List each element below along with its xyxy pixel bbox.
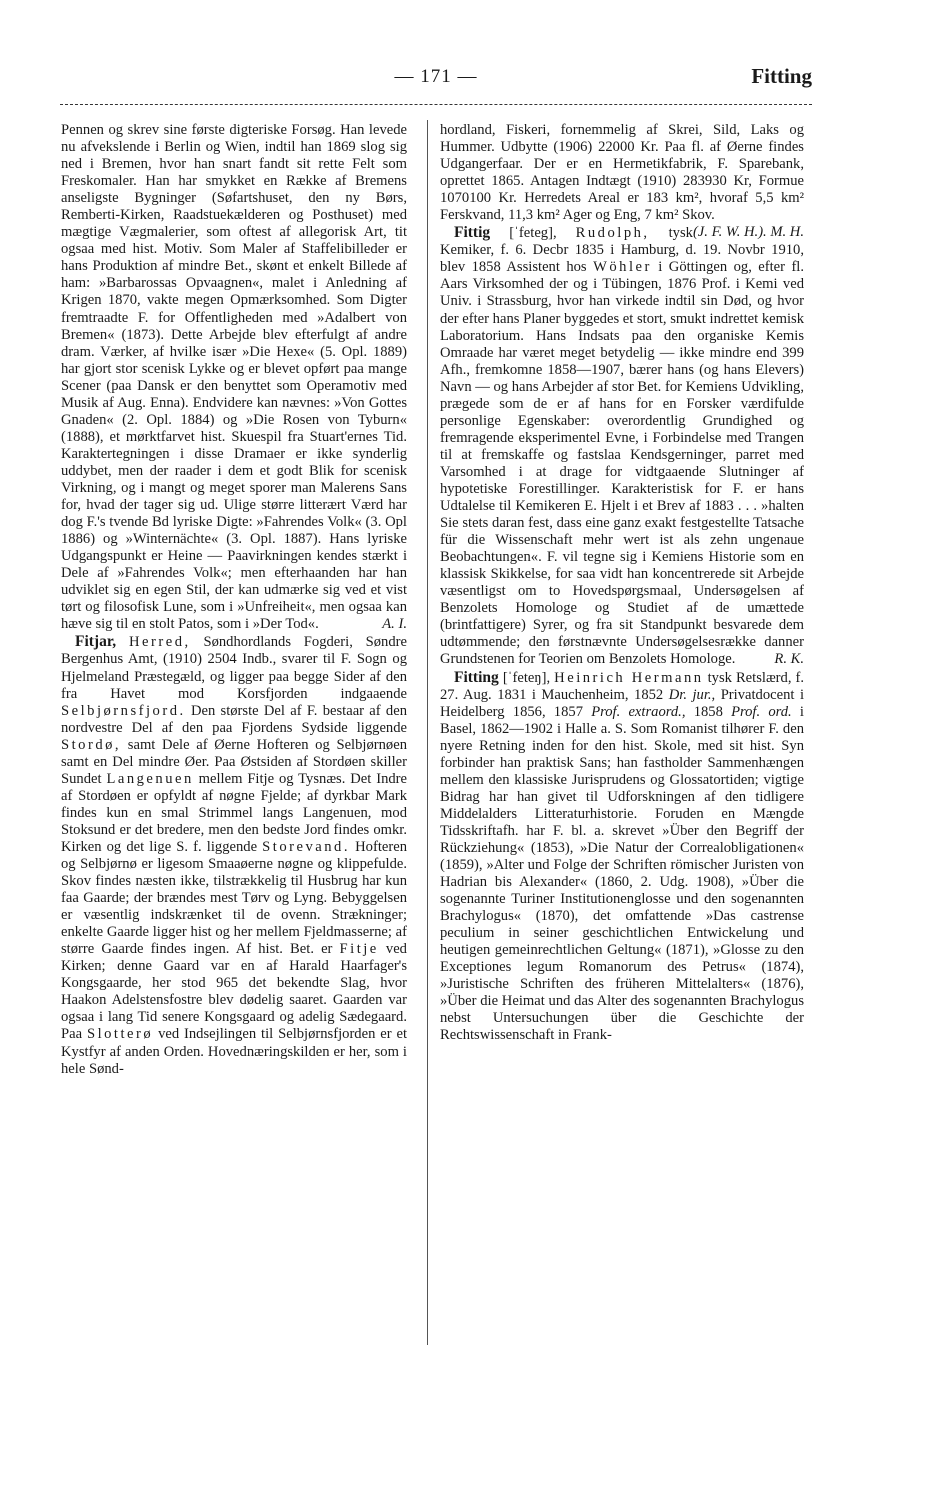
author-signature: (J. F. W. H.). M. H. <box>692 224 804 241</box>
entry-text: 1858 <box>693 703 723 720</box>
page-header <box>60 66 812 96</box>
continuation-text: hordland, Fiskeri, fornemmelig af Skrei, Sild, Laks og Hummer. Udbytte (1906) 22000 Kr. Paa fl. af Øerne findes Udgangerfaar. Der er en Hermetikfabrik, F. Sparebank, oprettet 1865. Antagen Indtægt (1910) 283930 Kr, Formue 1070100 Kr. Herredets Areal er 183 km², hvoraf 5,5 km² Ferskvand, 11,3 km² Ager og Eng, 7 km² Skov. <box>440 122 804 224</box>
entry-text: tysk Kemiker, f. 6. Decbr 1835 i Hamburg, d. 19. Novbr 1910, blev 1858 Assistent hos <box>440 225 804 276</box>
column-divider <box>427 120 428 1345</box>
degree-text: Prof. ord. <box>731 703 792 720</box>
entry-text: i Göttingen og, efter fl. Aars Virksomhed der og i Tübingen, 1876 Prof. i Kemi ved Univ. i Strassburg, hvor han virkede indtil sin Død, og hvor der efter hans Planer byggedes et stort, smukt indrettet kemisk Laboratorium. Hans Indsats paa den organiske Kemis Omraade har været meget betydelig — ikke mindre end 399 Afh., fremkomne 1858—1907, bærer hans (og hans Elevers) Navn — og hans Arbejder af stor Bet. for Kemiens Udvikling, prægede som de er af hans for en Forsker værdifulde personlige Egenskaber: overordentlig Grundighed og fremragende eksperimentel Evne, i Forbindelse med Trangen til at fremskaffe og fastslaa Kendsgerninger, parret med Varsomhed i at drage for vidtgaaende Slutninger af hypotetiske Forestillinger. Karakteristisk for F. er hans Udtalelse til Kemikeren E. Hjelt i et Brev af 1883 . . . »halten Sie stets daran fest, dass eine ganz exakt festgestellte Tatsache für die Wissenschaft mehr wert ist als zehn ungenaue Beobachtungen«. F. vil tegne sig i Kemiens Historie som en klassisk Skikkelse, for saa vidt han koncentrerede sit Arbejde væsentligst om to Hovedspørgsmaal, Undersøgelsen af Benzolets Homologe og Studiet af de umættede (brintfattigere) Syrer, og fra sit Standpunkt besvarede dem udtømmende; den førstnævnte Undersøgelsesrække danner Grundstenen for Teorien om Benzolets Homologe. <box>440 259 805 668</box>
entry-text: Privatdocent i Heidelberg 1856, 1857 <box>440 686 804 720</box>
entry-fitting <box>440 669 804 1045</box>
pronunciation: [ˈfeteŋ], <box>502 669 551 686</box>
article-continuation <box>61 122 407 633</box>
header-rule <box>60 104 812 105</box>
person-name: Wöhler <box>593 259 652 276</box>
page-number: — 171 — <box>394 66 478 87</box>
place-name: Fitje <box>339 941 379 958</box>
degree-text: Dr. jur., <box>668 686 716 703</box>
entry-text: i Basel, 1862—1902 i Halle a. S. Som Romanist tilhører F. den nyere Retning inden for den hist. Skole, med sit hist. Syn forbinder han praktisk Sans; han fastholder Sammenhængen mellem den klassiske Jurisprudens og Glossatortiden; vigtige Bidrag har han givet til Udforskningen af den tidligere Middelalders Litteraturhistorie. Foruden en Mængde Tidsskriftafh. har F. bl. a. skrevet »Über den Begriff der Rückziehung« (1853), »Die Natur der Correalobligationen« (1859), »Alter und Folge der Schriften römischer Juristen von Hadrian bis Alexander« (1860, 2. Udg. 1908), »Über die sogenannte Turiner Institutionenglosse und den sogenannten Brachylogus« (1870), det omfattende »Das castrense peculium in seiner geschichtlichen Entwickelung und heutigen gemeinrechtlichen Geltung« (1871), »Glosse zu den Exceptiones legum Romanorum des Petrus« (1874), »Juristische Schriften des früheren Mittelalters« (1876), »Über die Heimat und das Alter des sogenannten Brachylogus nebst Untersuchungen über die Geschichte der Rechtswissenschaft in Frank- <box>440 703 804 1044</box>
author-signature: A. I. <box>382 616 407 633</box>
entry-text: mellem Fitje og Tysnæs. Det Indre af Stordøen er opfyldt af nøgne Fjelde; af dyrkbar Mark findes kun en smal Strimmel langs Langenuen, mod Stoksund er det bredere, men den bedste Jord findes omkr. Kirken og det lige S. f. liggende <box>61 770 407 855</box>
entry-text: Hofteren og Selbjørnø er ligesom Smaaøerne nøgne og klippefulde. Skov findes næsten ikke, tilstrækkelig til Husbrug har kun faa Gaarde; der brændes mest Tørv og Lyng. Bebyggelsen er væsentlig indskrænket til de ovenn. Strækninger; enkelte Gaarde ligger hist og her mellem Fjeldmasserne; af større Gaarde findes ingen. Af hist. Bet. er <box>61 838 407 958</box>
headword-fittig: Fittig <box>454 224 491 242</box>
entry-text: ved Kirken; denne Gaard var en af Harald Haarfager's Kongsgaarde, her stod 965 det bekendte Slag, hvor Haakon Adelstensfostre blev dødelig saaret. Gaarden var ogsaa i lang Tid senere Kongsgaard og adelig Sædegaard. Paa <box>61 941 407 1043</box>
entry-text: samt Dele af Øerne Hofteren og Selbjørnøen samt en Del mindre Øer. Paa Østsiden af Stordøen skiller Sundet <box>61 736 407 787</box>
degree-text: Prof. extraord., <box>591 703 686 720</box>
person-name: Heinrich Hermann <box>554 669 704 686</box>
left-column <box>61 122 407 1078</box>
place-name: Langenuen <box>106 770 194 787</box>
running-title: Fitting <box>751 64 812 88</box>
entry-text: Den største Del af F. bestaar af den nordvestre Del af den paa Fjordens Sydside liggende <box>61 702 407 736</box>
entry-kind: Herred, <box>128 634 191 651</box>
author-signature: R. K. <box>774 651 804 668</box>
headword-fitjar: Fitjar, <box>75 633 117 651</box>
person-name: Rudolph, <box>575 225 650 242</box>
continuation-text: Pennen og skrev sine første digteriske Forsøg. Han levede nu afvekslende i Berlin og Wien, indtil han 1869 slog sig ned i Bremen, hvor han snart fandt sit rette Felt som Freskomaler. Han har smykket en Række af Bremens anseligste Bygninger (Søfartshuset, den ny Børs, Remberti-Kirken, Raadstuekælderen og Posthuset) med mægtige Vægmalerier, som oftest af allegorisk Art, tit ogsaa med hist. Motiv. Som Maler af Staffelibilleder er hans Produktion af mindre Bet., skønt et enkelt Billede af ham: »Barbarossas Opvaagnen«, malet i Anledning af Krigen 1870, vakte megen Opmærksomhed. Som Digter fremtraadte F. for Offentligheden med »Adalbert von Bremen« (1873). Dette Arbejde blev efterfulgt af andre dram. Værker, af hvilke især »Die Hexe« (5. Opl. 1889) har gjort stor scenisk Lykke og er blevet opført paa mange Scener (paa Dansk er den benyttet som Operamotiv med Musik af Aug. Enna). Endvidere kan nævnes: »Von Gottes Gnaden« (2. Opl. 1884) og »Die Rosen von Tyburn« (1888), et mørktfarvet hist. Skuespil fra Stuart'ernes Tid. Karaktertegningen i disse Dramaer er ikke synderlig uddybet, men der raader i dem et godt Blik for scenisk Virkning, og i mangt og meget sporer man Malerens Sans for, hvad der tager sig ud. Ulige større litterært Værd har dog F.'s tvende Bd lyriske Digte: »Fahrendes Volk« (3. Opl 1886) og »Winternächte« (3. Opl. 1887). Hans lyriske Udgangspunkt er Heine — Paavirkningen kendes stærkt i Dele af »Fahrendes Volk«; men efterhaanden har han udviklet sig en egen Stil, der kan udmærke sig ved et vist tørt og filosofisk Lune, som i »Unfreiheit«, men ogsaa kan hæve sig til en stolt Patos, som i »Der Tod«. <box>61 122 407 633</box>
entry-text: Søndhordlands Fogderi, Søndre Bergenhus Amt, (1910) 2504 Indb., svarer til F. Sogn og Hjelmeland Præstegæld, og ligger paa begge Sider af den fra Havet mod Korsfjorden indgaaende <box>61 634 407 702</box>
entry-fittig <box>440 224 804 668</box>
place-name: Selbjørnsfjord. <box>61 702 186 719</box>
entry-text: tysk Retslærd, f. 27. Aug. 1831 i Mauchenheim, 1852 <box>440 669 805 703</box>
entry-fitjar <box>61 633 407 1077</box>
place-name: Storevand. <box>262 838 350 855</box>
entry-text: ved Indsejlingen til Selbjørnsfjorden er et Kystfyr af anden Orden. Hovednæringskilden er her, som i hele Sønd- <box>61 1026 408 1077</box>
right-column <box>440 122 804 1045</box>
place-name: Stordø, <box>61 736 122 753</box>
place-name: Slotterø <box>86 1026 154 1043</box>
headword-fitting: Fitting <box>454 668 499 686</box>
pronunciation: [ˈfeteg], <box>509 225 557 242</box>
